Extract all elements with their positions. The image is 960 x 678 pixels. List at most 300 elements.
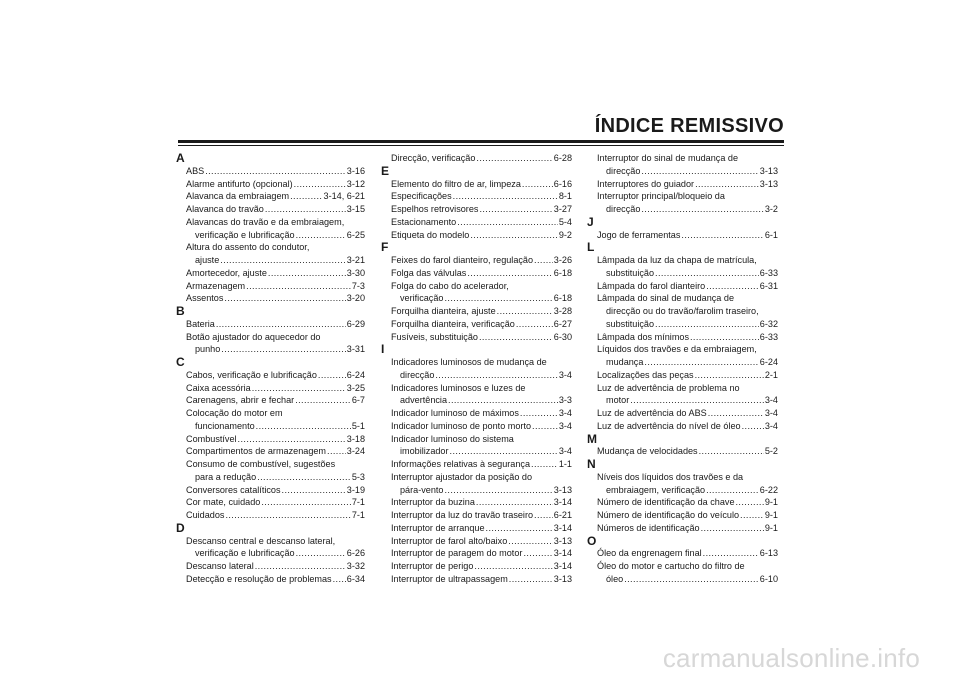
index-entry-page: 3-4 <box>558 420 572 431</box>
index-entry-text: Interruptor principal/bloqueio da <box>597 191 725 202</box>
index-entry-text: Elemento do filtro de ar, limpeza <box>391 178 521 189</box>
dot-leader <box>655 267 759 280</box>
index-entry-line <box>186 280 365 293</box>
index-entry-line <box>391 292 572 305</box>
index-entry-page: 3-32 <box>346 561 365 571</box>
index-letter-heading: M <box>587 431 597 446</box>
header-rule-thick <box>178 140 784 143</box>
dot-leader <box>257 471 351 484</box>
index-entry-text: Estacionamento <box>391 216 457 227</box>
index-entry-text: pára-vento <box>400 484 444 495</box>
index-entry <box>391 190 572 203</box>
index-entry-text: Armazenagem <box>186 280 246 291</box>
index-entry-text: embraiagem, verificação <box>606 484 706 495</box>
index-entry-line <box>186 471 365 484</box>
index-entry <box>186 280 365 293</box>
dot-leader <box>296 229 346 242</box>
index-entry <box>186 369 365 382</box>
dot-leader <box>644 356 758 369</box>
dot-leader <box>520 407 558 420</box>
dot-leader <box>282 484 346 497</box>
index-entry <box>597 152 778 178</box>
dot-leader <box>534 254 553 267</box>
index-entry-line <box>391 305 572 318</box>
index-entry-text: Interruptor da buzina <box>391 497 475 508</box>
dot-leader <box>630 394 764 407</box>
index-entry-page: 3-4 <box>558 408 572 418</box>
index-entry-text: direcção ou do travão/farolim traseiro, <box>606 306 759 316</box>
index-entry <box>186 484 365 497</box>
index-entry-page: 3-4 <box>764 408 778 418</box>
index-entry <box>391 547 572 560</box>
index-entry-line <box>391 496 572 509</box>
index-entry-page: 6-10 <box>759 573 778 584</box>
index-entry-page: 3-14 <box>553 522 572 533</box>
dot-leader <box>690 331 759 344</box>
index-entry-line <box>186 484 365 497</box>
index-entry-page: 9-1 <box>764 510 778 520</box>
index-entry-line <box>391 547 572 560</box>
dot-leader <box>624 573 759 586</box>
index-entry-page: 6-22 <box>759 484 778 495</box>
index-entry-line <box>597 356 778 369</box>
dot-leader <box>435 369 557 382</box>
index-entry-page: 3-26 <box>553 255 572 265</box>
index-entry-page: 3-24 <box>346 446 365 457</box>
index-entry-line <box>186 433 365 446</box>
dot-leader <box>221 343 346 356</box>
index-entry <box>391 229 572 242</box>
index-entry-text: Direcção, verificação <box>391 153 476 163</box>
index-entry-line <box>597 331 778 344</box>
index-entry-page: 6-28 <box>553 153 572 163</box>
index-entry <box>597 496 778 509</box>
index-entry-text: Indicador luminoso de máximos <box>391 408 519 418</box>
dot-leader <box>333 573 346 586</box>
index-entry <box>597 522 778 535</box>
index-entry-text: Localizações das peças <box>597 369 694 380</box>
index-entry-page: 2-1 <box>764 369 778 380</box>
index-entry-text: Indicadores luminosos de mudança de <box>391 357 547 367</box>
index-entry-line <box>186 254 365 267</box>
index-entry <box>391 318 572 331</box>
index-entry-line <box>597 407 778 420</box>
index-entry-line <box>597 394 778 407</box>
index-entry <box>391 382 572 408</box>
index-entry-text: Interruptor da luz do travão traseiro <box>391 510 534 520</box>
index-entry-text: Espelhos retrovisores <box>391 204 479 214</box>
index-entry-text: verificação e lubrificação <box>195 548 295 559</box>
dot-leader <box>701 522 764 535</box>
index-letter-heading: N <box>587 457 596 471</box>
index-entry <box>186 165 365 178</box>
index-entry-page: 6-7 <box>351 395 365 406</box>
index-entry-text: Etiqueta do modelo <box>391 229 470 240</box>
index-entry-line <box>186 445 365 458</box>
dot-leader <box>522 178 553 191</box>
index-entry-line <box>186 560 365 573</box>
dot-leader <box>486 522 553 535</box>
index-entry <box>391 356 572 382</box>
index-entry-page: 3-28 <box>553 306 572 316</box>
index-entry-text: ABS <box>186 165 205 176</box>
index-entry <box>186 178 365 191</box>
index-entry <box>597 254 778 280</box>
index-entry-text: mudança <box>606 357 644 367</box>
index-entry-text: advertência <box>400 395 448 406</box>
dot-leader <box>476 152 552 165</box>
index-entry-page: 3-13 <box>553 535 572 546</box>
index-entry-text: Números de identificação <box>597 522 700 533</box>
index-entry-text: substituição <box>606 267 655 278</box>
dot-leader <box>641 165 758 178</box>
index-entry-text: Fusíveis, substituição <box>391 331 478 342</box>
index-entry-page: 3-3 <box>558 395 572 406</box>
index-entry <box>597 369 778 382</box>
dot-leader <box>706 484 759 497</box>
dot-leader <box>699 445 764 458</box>
index-entry-line <box>391 229 572 242</box>
index-entry-page: 5-4 <box>558 216 572 227</box>
index-entry-line <box>186 203 365 216</box>
index-entry-text: Bateria <box>186 318 215 329</box>
index-entry-text: Lâmpada dos mínimos <box>597 331 689 342</box>
index-entry-text: Informações relativas à segurança <box>391 459 531 469</box>
dot-leader <box>205 165 346 178</box>
index-entry-text: imobilizador <box>400 446 449 457</box>
index-entry-text: Caixa acessória <box>186 382 251 393</box>
index-entry-text: Interruptor de perigo <box>391 561 474 571</box>
index-letter-heading: J <box>587 214 594 229</box>
index-entry <box>391 280 572 306</box>
index-entry-page: 6-16 <box>553 178 572 189</box>
index-entry-text: Interruptor ajustador da posição do <box>391 471 533 482</box>
index-entry-page: 3-4 <box>764 420 778 431</box>
index-entry-line <box>391 522 572 535</box>
dot-leader <box>261 496 351 509</box>
index-entry <box>186 433 365 446</box>
index-entry <box>186 292 365 305</box>
index-entry-text: Descanso central e descanso lateral, <box>186 535 336 546</box>
index-entry-page: 8-1 <box>558 191 572 202</box>
dot-leader <box>740 509 764 522</box>
index-entry <box>186 535 365 561</box>
index-entry <box>597 280 778 293</box>
dot-leader <box>220 254 346 267</box>
index-entry-text: direcção <box>606 165 641 176</box>
dot-leader <box>708 407 764 420</box>
index-entry-line <box>391 254 572 267</box>
page-title: ÍNDICE REMISSIVO <box>594 115 784 137</box>
index-entry-line <box>186 369 365 382</box>
index-entry-text: direcção <box>606 204 641 214</box>
dot-leader <box>448 394 558 407</box>
index-entry-line <box>597 484 778 497</box>
index-entry-line <box>391 420 572 433</box>
dot-leader <box>256 420 351 433</box>
index-entry-text: Especificações <box>391 191 452 202</box>
dot-leader <box>695 369 764 382</box>
index-entry-page: 6-33 <box>759 331 778 342</box>
index-entry-text: motor <box>606 395 630 406</box>
index-entry-page: 3-16 <box>346 165 365 176</box>
index-entry-line <box>391 458 572 471</box>
index-entry <box>186 445 365 458</box>
index-entry <box>391 560 572 573</box>
index-entry <box>391 178 572 191</box>
index-entry-line <box>597 229 778 242</box>
dot-leader <box>681 229 763 242</box>
index-entry-page: 6-34 <box>346 573 365 584</box>
index-entry-line <box>391 152 572 165</box>
index-entry-page: 6-1 <box>764 229 778 240</box>
index-entry <box>597 343 778 369</box>
index-entry <box>186 318 365 331</box>
index-entry-text: direcção <box>400 369 435 380</box>
index-entry-line <box>391 203 572 216</box>
index-entry <box>186 267 365 280</box>
index-entry-text: Feixes do farol dianteiro, regulação <box>391 255 534 265</box>
index-entry-text: Mudança de velocidades <box>597 446 698 457</box>
index-entry-line <box>597 522 778 535</box>
index-entry-line <box>186 318 365 331</box>
index-entry-page: 3-4 <box>558 446 572 457</box>
index-column-2 <box>381 152 572 586</box>
index-entry <box>391 471 572 497</box>
index-entry-line <box>597 369 778 382</box>
index-entry-line <box>391 509 572 522</box>
index-entry-text: Compartimentos de armazenagem <box>186 446 327 457</box>
index-entry-line <box>391 445 572 458</box>
index-entry-page: 3-25 <box>346 382 365 393</box>
index-entry <box>391 254 572 267</box>
dot-leader <box>457 216 558 229</box>
dot-leader <box>216 318 346 331</box>
index-entry-page: 3-15 <box>346 204 365 214</box>
index-entry-text: Luz de advertência do nível de óleo <box>597 420 741 431</box>
dot-leader <box>703 547 759 560</box>
index-letter-heading: D <box>176 520 185 535</box>
index-entry-line <box>391 535 572 548</box>
index-entry-page: 6-31 <box>759 280 778 291</box>
dot-leader <box>444 484 552 497</box>
index-entry-line <box>391 178 572 191</box>
index-entry-line <box>597 420 778 433</box>
index-entry-text: Interruptor do sinal de mudança de <box>597 153 739 163</box>
index-entry <box>186 190 365 203</box>
watermark-text: carmanualsonline.info <box>662 643 920 673</box>
index-entry <box>391 509 572 522</box>
index-entry-page: 3-12 <box>346 178 365 189</box>
index-entry-line <box>186 394 365 407</box>
index-entry-line <box>391 318 572 331</box>
index-entry-page: 3-21 <box>346 255 365 265</box>
index-entry-line <box>391 560 572 573</box>
index-entry-page: 3-18 <box>346 433 365 444</box>
index-entry-line <box>391 394 572 407</box>
index-entry-page: 5-3 <box>351 471 365 482</box>
index-entry <box>597 229 778 242</box>
index-entry <box>391 433 572 459</box>
index-entry-text: Assentos <box>186 293 224 304</box>
index-letter-heading: O <box>587 533 597 548</box>
index-entry-text: Forquilha dianteira, ajuste <box>391 306 496 316</box>
index-entry-line <box>186 496 365 509</box>
dot-leader <box>255 560 346 573</box>
dot-leader <box>294 178 346 191</box>
index-entry-page: 3-31 <box>346 344 365 355</box>
index-entry-page: 6-24 <box>346 369 365 380</box>
dot-leader <box>706 280 759 293</box>
index-entry <box>186 394 365 407</box>
header-rule-thin <box>178 145 784 146</box>
dot-leader <box>474 560 552 573</box>
index-entry <box>391 458 572 471</box>
index-entry-text: Forquilha dianteira, verificação <box>391 318 515 329</box>
index-entry-text: Níveis dos líquidos dos travões e da <box>597 471 744 482</box>
index-entry-page: 3-30 <box>346 267 365 278</box>
index-entry <box>186 496 365 509</box>
index-entry <box>597 190 778 216</box>
index-entry-text: substituição <box>606 318 655 329</box>
index-entry-page: 3-13 <box>759 165 778 176</box>
index-entry-page: 3-13 <box>553 573 572 584</box>
index-entry-line <box>391 407 572 420</box>
index-entry-line <box>391 369 572 382</box>
index-entry-page: 1-1 <box>558 459 572 469</box>
index-entry-page: 6-24 <box>759 357 778 367</box>
index-entry-text: Número de identificação da chave <box>597 497 735 508</box>
index-entry-page: 5-2 <box>764 446 778 457</box>
index-entry-page: 6-18 <box>553 267 572 278</box>
index-entry-text: funcionamento <box>195 420 255 431</box>
index-entry <box>186 241 365 267</box>
dot-leader <box>296 547 346 560</box>
dot-leader <box>508 535 553 548</box>
index-entry-line <box>186 190 365 203</box>
index-entry-line <box>186 573 365 586</box>
index-entry-text: Descanso lateral <box>186 561 254 571</box>
index-entry <box>391 522 572 535</box>
index-entry-text: Óleo da engrenagem final <box>597 548 702 559</box>
index-entry-text: Folga das válvulas <box>391 267 467 278</box>
index-entry-page: 3-14 <box>553 497 572 508</box>
index-entry-text: Interruptor de ultrapassagem <box>391 573 508 584</box>
index-entry-line <box>597 445 778 458</box>
index-entry-text: verificação e lubrificação <box>195 229 295 240</box>
index-entry <box>391 420 572 433</box>
index-entry-text: Amortecedor, ajuste <box>186 267 267 278</box>
index-entry-page: 3-13 <box>553 484 572 495</box>
dot-leader <box>450 445 558 458</box>
index-entry-line <box>186 547 365 560</box>
index-entry-page: 7-1 <box>351 510 365 520</box>
index-entry <box>391 305 572 318</box>
index-column-3 <box>587 152 778 586</box>
index-column-1 <box>176 151 365 586</box>
index-entry-text: Luz de advertência do ABS <box>597 408 707 418</box>
dot-leader <box>290 190 322 203</box>
index-entry-text: Colocação do motor em <box>186 408 283 418</box>
index-entry <box>186 509 365 522</box>
index-entry-text: Botão ajustador do aquecedor do <box>186 331 321 342</box>
index-entry <box>597 547 778 560</box>
index-entry-page: 6-29 <box>346 318 365 329</box>
dot-leader <box>224 292 345 305</box>
index-entry <box>186 560 365 573</box>
index-entry-line <box>597 165 778 178</box>
index-entry-page: 3-14, 6-21 <box>323 191 365 202</box>
index-entry <box>597 471 778 497</box>
dot-leader <box>516 318 553 331</box>
index-entry-page: 3-14 <box>553 561 572 571</box>
index-entry-line <box>186 165 365 178</box>
index-entry <box>391 152 572 165</box>
index-entry-page: 3-4 <box>558 369 572 380</box>
dot-leader <box>523 547 552 560</box>
dot-leader <box>532 420 558 433</box>
index-entry-text: Interruptor de paragem do motor <box>391 548 523 559</box>
index-entry-page: 3-19 <box>346 484 365 495</box>
index-letter-heading: E <box>381 163 390 178</box>
dot-leader <box>534 509 553 522</box>
index-entry-text: Cabos, verificação e lubrificação <box>186 369 317 380</box>
dot-leader <box>318 369 346 382</box>
index-entry-text: Óleo do motor e cartucho do filtro de <box>597 561 745 571</box>
index-entry-line <box>597 496 778 509</box>
index-letter-heading: A <box>176 151 185 165</box>
index-letter-heading: B <box>176 304 185 318</box>
index-entry <box>391 267 572 280</box>
dot-leader <box>509 573 553 586</box>
index-entry-page: 6-21 <box>553 510 572 520</box>
index-entry-page: 6-13 <box>759 548 778 559</box>
index-entry <box>391 535 572 548</box>
index-entry <box>597 178 778 191</box>
index-entry-line <box>597 280 778 293</box>
index-entry-text: Interruptor de farol alto/baixo <box>391 535 508 546</box>
index-entry-line <box>186 267 365 280</box>
index-entry-text: Líquidos dos travões e da embraiagem, <box>597 344 757 355</box>
index-entry-page: 9-1 <box>764 497 778 508</box>
index-entry-line <box>597 203 778 216</box>
dot-leader <box>531 458 558 471</box>
index-entry-text: Interruptores do guiador <box>597 178 695 189</box>
index-entry <box>597 331 778 344</box>
index-entry-page: 9-1 <box>764 522 778 533</box>
index-entry-line <box>391 267 572 280</box>
dot-leader <box>268 267 346 280</box>
index-entry <box>186 382 365 395</box>
index-entry-page: 6-26 <box>346 548 365 559</box>
index-entry-text: Indicador luminoso do sistema <box>391 433 514 444</box>
dot-leader <box>476 496 553 509</box>
index-entry <box>597 407 778 420</box>
dot-leader <box>327 445 346 458</box>
index-entry-line <box>186 229 365 242</box>
index-entry-line <box>597 178 778 191</box>
index-entry <box>391 203 572 216</box>
index-entry-text: Indicador luminoso de ponto morto <box>391 420 532 431</box>
index-entry <box>186 407 365 433</box>
index-entry-text: para a redução <box>195 471 257 482</box>
index-entry-text: Cuidados <box>186 510 225 520</box>
index-entry-page: 6-32 <box>759 318 778 329</box>
index-entry-text: Lâmpada da luz da chapa de matrícula, <box>597 255 757 265</box>
dot-leader <box>225 509 350 522</box>
dot-leader <box>641 203 763 216</box>
index-letter-heading: L <box>587 240 595 255</box>
